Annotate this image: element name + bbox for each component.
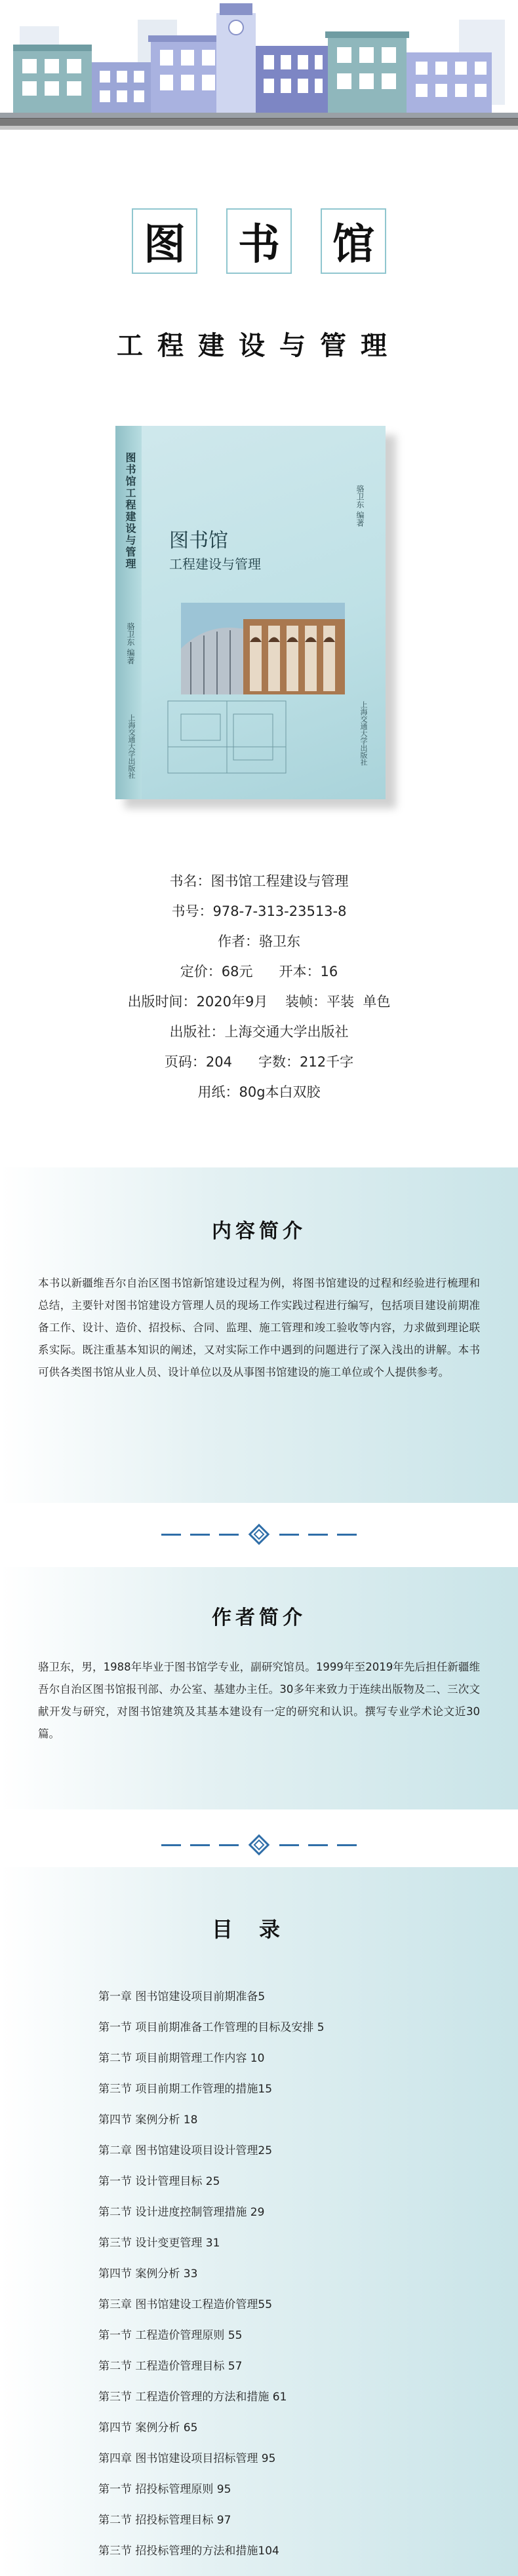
toc-item: 第一章 图书馆建设项目前期准备5 <box>98 1990 266 2003</box>
info-author <box>0 926 518 957</box>
blueprint-sketch <box>161 688 332 786</box>
divider-dash <box>279 1534 299 1536</box>
info-isbn <box>0 896 518 926</box>
cover-subtitle: 工程建设与管理 <box>169 556 261 572</box>
info-paper <box>0 1077 518 1107</box>
toc-item: 第三章 图书馆建设工程造价管理55 <box>98 2298 273 2311</box>
library-building-photo <box>181 603 345 694</box>
author-intro-heading: 作者简介 <box>212 1606 306 1629</box>
toc-item: 第二节 设计进度控制管理措施 29 <box>98 2206 265 2219</box>
divider-dash <box>337 1534 357 1536</box>
cover-publisher: 上海交通大学出版社 <box>359 701 368 766</box>
info-author-text: 作者：骆卫东 <box>218 934 300 949</box>
divider-dash <box>161 1534 181 1536</box>
toc-item: 第二节 招投标管理目标 97 <box>98 2514 231 2527</box>
toc-item: 第三节 工程造价管理的方法和措施 61 <box>98 2391 287 2404</box>
info-date-binding <box>0 987 518 1017</box>
toc-item: 第四章 图书馆建设项目招标管理 95 <box>98 2452 276 2465</box>
section-divider-2 <box>0 1832 518 1858</box>
divider-dash <box>161 1844 181 1846</box>
toc-item: 第一节 工程造价管理原则 55 <box>98 2329 243 2342</box>
info-name <box>0 866 518 896</box>
divider-dash <box>308 1844 328 1846</box>
toc-list <box>98 1982 466 2567</box>
content-intro-text: 本书以新疆维吾尔自治区图书馆新馆建设过程为例，将图书馆建设的过程和经验进行梳理和总结，主要针对图书馆建设方管理人员的现场工作实践过程进行编写，包括项目建设前期准备工作、设计、造价、招投标、合同、监理、施工管理和竣工验收等内容，力求做到理论联系实际。既注重基本知识的阐述，又对实际工作中遇到的问题进行了深入浅出的讲解。本书可供各类图书馆从业人员、设计单位以及从事图书馆建设的施工单位或个人提供参考。 <box>38 1277 480 1378</box>
info-price-format <box>0 957 518 987</box>
spine-title: 图书馆工程建设与管理 <box>124 452 136 570</box>
buildings-illustration <box>0 0 518 157</box>
toc-item: 第二节 项目前期管理工作内容 10 <box>98 2052 265 2065</box>
toc-item: 第一节 招投标管理原则 95 <box>98 2483 231 2496</box>
divider-dash <box>219 1844 239 1846</box>
diamond-ornament-icon <box>248 1834 270 1856</box>
info-publisher <box>0 1017 518 1047</box>
divider-dash <box>190 1844 210 1846</box>
diamond-ornament-icon <box>248 1523 270 1545</box>
toc-item: 第二节 工程造价管理目标 57 <box>98 2360 243 2373</box>
book-title-boxes <box>0 208 518 274</box>
info-pages-words <box>0 1047 518 1077</box>
book-front-cover <box>142 426 386 799</box>
author-intro-section <box>0 1567 518 1809</box>
author-intro-text: 骆卫东，男，1988年毕业于图书馆学专业，副研究馆员。1999年至2019年先后担任新疆维吾尔自治区图书馆报刊部、办公室、基建办主任。30多年来致力于连续出版物及二、三次文献开发与研究，对图书馆建筑及其基本建设有一定的研究和认识。撰写专业学术论文近30篇。 <box>38 1661 480 1740</box>
divider-dash <box>219 1534 239 1536</box>
title-char-2: 书 <box>226 208 292 274</box>
cover-title: 图书馆 <box>169 529 228 552</box>
info-pages-words-text: 页码：204 字数：212千字 <box>164 1054 354 1070</box>
info-isbn-text: 书号：978-7-313-23513-8 <box>171 903 347 919</box>
spine-author: 骆卫东 编著 <box>126 622 135 664</box>
header-illustration <box>0 0 518 157</box>
divider-dash <box>337 1844 357 1846</box>
divider-dash <box>279 1844 299 1846</box>
book-cover-image <box>115 426 397 806</box>
toc-heading: 目录 <box>211 1917 306 1942</box>
toc-item: 第三节 招投标管理的方法和措施104 <box>98 2545 279 2558</box>
book-subtitle: 工程建设与管理 <box>117 331 401 361</box>
info-paper-text: 用纸：80g本白双胶 <box>197 1084 321 1100</box>
content-intro-heading: 内容简介 <box>212 1220 306 1243</box>
toc-item: 第四节 案例分析 33 <box>98 2267 198 2281</box>
toc-item: 第四节 案例分析 18 <box>98 2113 198 2127</box>
cover-author: 骆卫东 编著 <box>355 485 365 527</box>
toc-item: 第三节 项目前期工作管理的措施15 <box>98 2083 273 2096</box>
toc-item: 第一节 设计管理目标 25 <box>98 2175 220 2188</box>
content-intro-section <box>0 1167 518 1503</box>
table-of-contents-section <box>0 1867 518 2576</box>
toc-item: 第一节 项目前期准备工作管理的目标及安排 5 <box>98 2021 325 2034</box>
title-char-3: 馆 <box>321 208 386 274</box>
toc-item: 第四节 案例分析 65 <box>98 2421 198 2434</box>
book-info <box>0 866 518 1107</box>
info-date-binding-text: 出版时间：2020年9月 装帧：平装 单色 <box>127 994 391 1010</box>
toc-item: 第二章 图书馆建设项目设计管理25 <box>98 2144 273 2157</box>
toc-item: 第三节 设计变更管理 31 <box>98 2237 220 2250</box>
info-price-format-text: 定价：68元 开本：16 <box>180 964 338 979</box>
info-name-text: 书名：图书馆工程建设与管理 <box>169 873 349 889</box>
divider-dash <box>190 1534 210 1536</box>
spine-publisher: 上海交通大学出版社 <box>127 714 136 779</box>
section-divider-1 <box>0 1521 518 1547</box>
info-publisher-text: 出版社：上海交通大学出版社 <box>169 1024 349 1040</box>
title-char-1: 图 <box>132 208 197 274</box>
book-spine <box>115 426 142 799</box>
divider-dash <box>308 1534 328 1536</box>
